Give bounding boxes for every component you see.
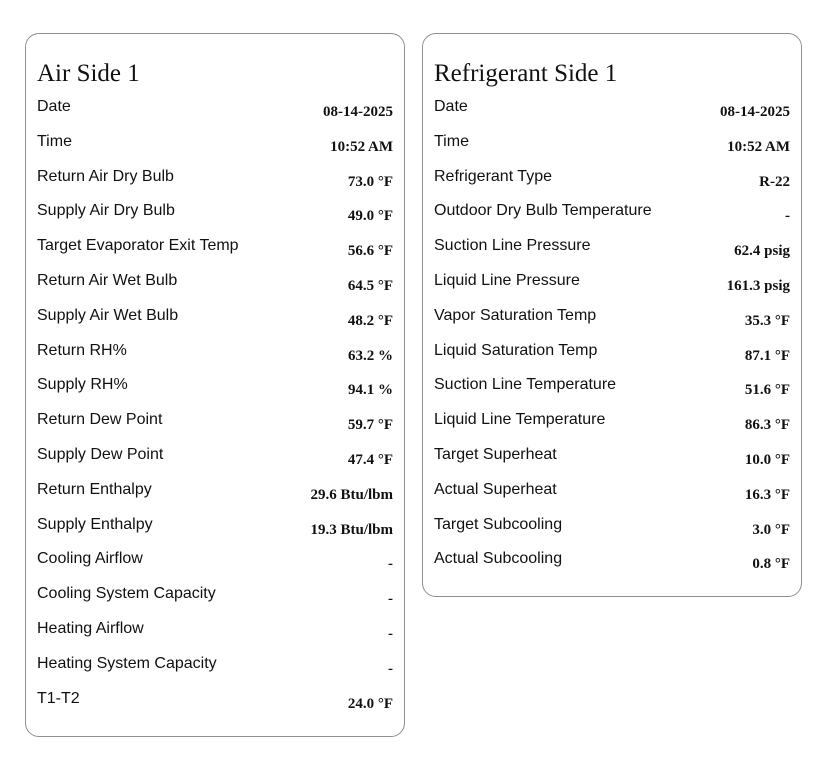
ref-row-liquid-line-temperature: [423, 411, 801, 446]
air-row-supply-rh: [26, 376, 404, 411]
row-label: Actual Subcooling: [434, 550, 563, 568]
row-label: Date: [434, 98, 468, 115]
row-value: 10:52 AM: [330, 138, 393, 155]
row-label: Return Dew Point: [37, 411, 163, 429]
air-row-supply-air-dry-bulb: [26, 202, 404, 237]
row-label: Supply RH%: [37, 376, 128, 394]
ref-row-time: [423, 133, 801, 168]
air-side-title: Air Side 1: [37, 60, 140, 87]
ref-row-actual-subcooling: [423, 550, 801, 585]
row-value: -: [388, 591, 393, 608]
row-label: T1-T2: [37, 689, 80, 707]
row-label: Supply Dew Point: [37, 445, 164, 463]
row-value: 59.7 °F: [347, 417, 393, 434]
ref-row-refrigerant-type: [423, 168, 801, 203]
row-value: 64.5 °F: [347, 277, 393, 294]
air-row-heating-airflow: [26, 620, 404, 655]
row-value: 19.3 Btu/lbm: [310, 521, 393, 538]
row-label: Outdoor Dry Bulb Temperature: [434, 202, 652, 220]
air-row-heating-system-capacity: [26, 655, 404, 690]
row-label: Cooling System Capacity: [37, 585, 216, 603]
row-value: 16.3 °F: [744, 486, 790, 503]
row-value: 73.0 °F: [347, 173, 393, 190]
row-label: Supply Enthalpy: [37, 515, 153, 533]
row-label: Supply Air Dry Bulb: [37, 202, 175, 220]
row-label: Return Air Dry Bulb: [37, 167, 174, 185]
row-label: Return RH%: [37, 341, 127, 359]
row-value: 0.8 °F: [752, 556, 790, 573]
row-value: 63.2 %: [348, 347, 393, 364]
air-row-supply-air-wet-bulb: [26, 307, 404, 342]
row-label: Vapor Saturation Temp: [434, 306, 597, 324]
air-row-date: [26, 98, 404, 133]
row-label: Date: [37, 98, 71, 115]
air-row-return-enthalpy: [26, 481, 404, 516]
refrigerant-side-card: [422, 33, 802, 597]
row-value: -: [388, 660, 393, 677]
row-value: 51.6 °F: [744, 382, 790, 399]
row-label: Suction Line Pressure: [434, 237, 591, 255]
ref-row-actual-superheat: [423, 481, 801, 516]
row-label: Supply Air Wet Bulb: [37, 306, 179, 324]
air-row-cooling-airflow: [26, 550, 404, 585]
ref-row-suction-line-pressure: [423, 237, 801, 272]
air-row-t1-t2: [26, 690, 404, 725]
row-value: 10:52 AM: [727, 138, 790, 155]
row-value: 62.4 psig: [734, 243, 790, 260]
row-value: 161.3 psig: [726, 277, 790, 294]
row-value: 86.3 °F: [744, 417, 790, 434]
ref-row-liquid-line-pressure: [423, 272, 801, 307]
row-label: Return Air Wet Bulb: [37, 271, 178, 289]
air-side-rows: [26, 98, 404, 724]
row-value: 94.1 %: [348, 382, 393, 399]
row-label: Return Enthalpy: [37, 480, 152, 498]
ref-row-target-superheat: [423, 446, 801, 481]
row-value: -: [785, 208, 790, 225]
air-side-card: [25, 33, 405, 737]
refrigerant-side-title: Refrigerant Side 1: [434, 60, 618, 87]
air-row-return-air-wet-bulb: [26, 272, 404, 307]
ref-row-suction-line-temperature: [423, 376, 801, 411]
row-label: Heating System Capacity: [37, 654, 217, 672]
row-label: Liquid Saturation Temp: [434, 341, 598, 359]
row-label: Time: [37, 132, 72, 150]
row-value: -: [388, 625, 393, 642]
row-value: 08-14-2025: [323, 104, 393, 120]
refrigerant-side-rows: [423, 98, 801, 585]
air-row-return-dew-point: [26, 411, 404, 446]
row-value: 29.6 Btu/lbm: [310, 486, 393, 503]
row-value: 35.3 °F: [744, 312, 790, 329]
ref-row-date: [423, 98, 801, 133]
row-label: Target Subcooling: [434, 515, 563, 533]
air-row-supply-dew-point: [26, 446, 404, 481]
ref-row-liquid-saturation-temp: [423, 342, 801, 377]
row-value: 48.2 °F: [347, 312, 393, 329]
row-label: Liquid Line Pressure: [434, 271, 580, 289]
row-value: 49.0 °F: [347, 208, 393, 225]
row-value: R-22: [759, 173, 790, 190]
row-label: Liquid Line Temperature: [434, 411, 606, 429]
row-label: Target Superheat: [434, 445, 557, 463]
row-label: Actual Superheat: [434, 480, 557, 498]
row-value: 08-14-2025: [720, 104, 790, 120]
air-row-return-rh: [26, 342, 404, 377]
air-row-target-evaporator-exit-temp: [26, 237, 404, 272]
air-row-supply-enthalpy: [26, 516, 404, 551]
ref-row-outdoor-dry-bulb-temperature: [423, 202, 801, 237]
row-label: Target Evaporator Exit Temp: [37, 237, 239, 255]
row-value: 10.0 °F: [744, 451, 790, 468]
row-label: Suction Line Temperature: [434, 376, 617, 394]
row-value: 3.0 °F: [752, 521, 790, 538]
ref-row-vapor-saturation-temp: [423, 307, 801, 342]
air-row-return-air-dry-bulb: [26, 168, 404, 203]
air-row-cooling-system-capacity: [26, 585, 404, 620]
row-value: 24.0 °F: [347, 695, 393, 712]
air-row-time: [26, 133, 404, 168]
row-label: Time: [434, 132, 469, 150]
ref-row-target-subcooling: [423, 516, 801, 551]
row-value: 47.4 °F: [347, 451, 393, 468]
row-value: -: [388, 556, 393, 573]
row-label: Refrigerant Type: [434, 167, 552, 185]
row-label: Heating Airflow: [37, 619, 144, 637]
row-value: 56.6 °F: [347, 243, 393, 260]
row-value: 87.1 °F: [744, 347, 790, 364]
row-label: Cooling Airflow: [37, 550, 143, 568]
